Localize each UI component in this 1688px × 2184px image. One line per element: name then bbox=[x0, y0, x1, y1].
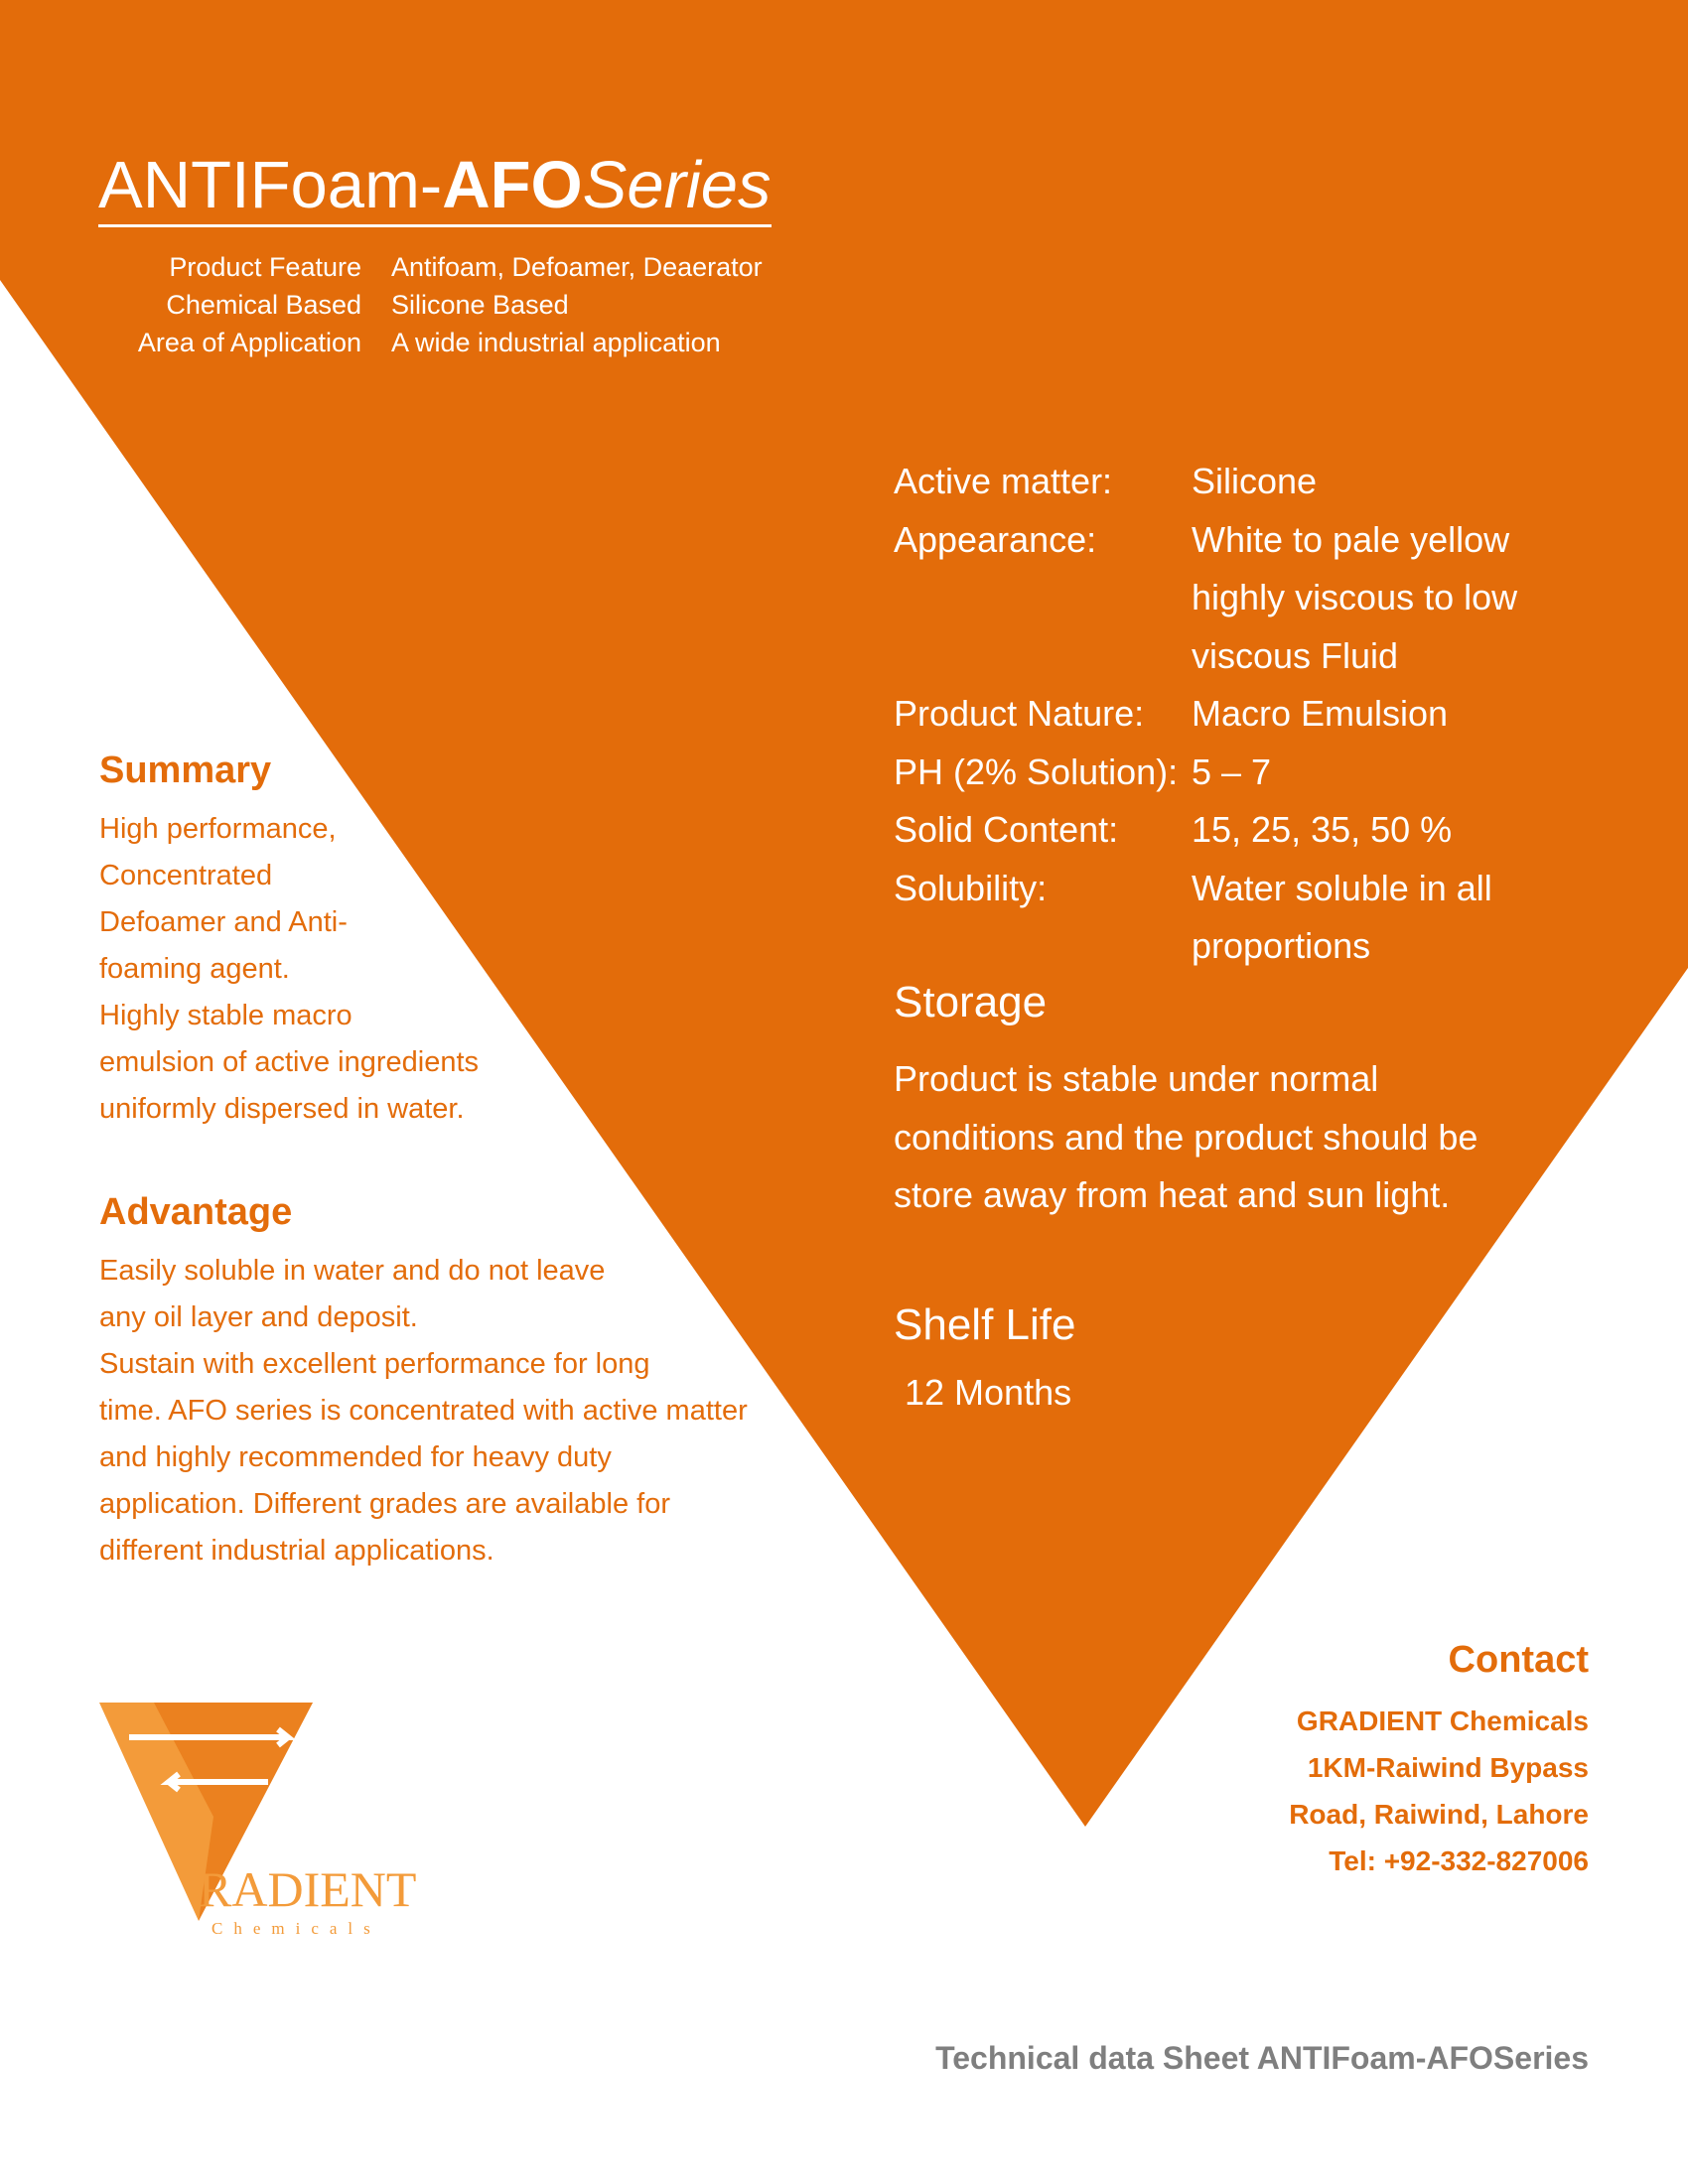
feature-row bbox=[99, 324, 763, 361]
shelf-life-heading: Shelf Life bbox=[894, 1300, 1076, 1349]
storage-body bbox=[894, 1050, 1589, 1225]
property-row bbox=[894, 511, 1517, 686]
summary-line: Defoamer and Anti- bbox=[99, 906, 348, 938]
feature-label: Product Feature bbox=[169, 252, 361, 282]
feature-row bbox=[99, 248, 763, 286]
feature-value: A wide industrial application bbox=[391, 328, 721, 357]
advantage-line: and highly recommended for heavy duty bbox=[99, 1441, 612, 1473]
storage-line: store away from heat and sun light. bbox=[894, 1174, 1451, 1215]
property-row bbox=[894, 744, 1517, 802]
advantage-line: any oil layer and deposit. bbox=[99, 1301, 418, 1333]
contact-phone: Tel: +92-332-827006 bbox=[1329, 1845, 1589, 1876]
feature-value: Silicone Based bbox=[391, 290, 569, 320]
advantage-line: application. Different grades are available for bbox=[99, 1488, 670, 1520]
property-row bbox=[894, 453, 1517, 511]
property-label: Active matter: bbox=[894, 461, 1113, 501]
property-label: Solubility: bbox=[894, 867, 1048, 908]
advantage-line: Sustain with excellent performance for long bbox=[99, 1348, 650, 1380]
property-label: Product Nature: bbox=[894, 693, 1145, 734]
property-table bbox=[894, 453, 1517, 976]
contact-address: Road, Raiwind, Lahore bbox=[1289, 1799, 1589, 1830]
contact-address: 1KM-Raiwind Bypass bbox=[1307, 1752, 1589, 1783]
summary-heading: Summary bbox=[99, 750, 272, 791]
property-value: 15, 25, 35, 50 % bbox=[1192, 809, 1453, 850]
advantage-heading: Advantage bbox=[99, 1191, 293, 1233]
title-bold: AFO bbox=[442, 148, 583, 222]
property-value: 5 – 7 bbox=[1192, 751, 1272, 792]
feature-label: Chemical Based bbox=[166, 290, 361, 320]
property-row bbox=[894, 801, 1517, 860]
summary-line: uniformly dispersed in water. bbox=[99, 1093, 465, 1125]
page-title bbox=[98, 149, 772, 227]
gradient-logo bbox=[94, 1698, 452, 1946]
advantage-line: Easily soluble in water and do not leave bbox=[99, 1255, 606, 1287]
feature-table bbox=[99, 248, 763, 361]
feature-value: Antifoam, Defoamer, Deaerator bbox=[391, 252, 763, 282]
summary-line: High performance, bbox=[99, 813, 337, 845]
title-plain: ANTIFoam- bbox=[98, 148, 443, 222]
summary-body bbox=[99, 806, 479, 1133]
property-value: White to pale yellow highly viscous to low viscous Fluid bbox=[1192, 518, 1518, 676]
summary-line: foaming agent. bbox=[99, 953, 290, 985]
contact-company: GRADIENT Chemicals bbox=[1296, 1706, 1589, 1736]
summary-line: Highly stable macro bbox=[99, 1000, 352, 1031]
footer-document-title: Technical data Sheet ANTIFoam-AFOSeries bbox=[935, 2040, 1589, 2076]
property-row bbox=[894, 860, 1517, 976]
shelf-life-value: 12 Months bbox=[905, 1372, 1072, 1413]
property-value: Water soluble in all proportions bbox=[1192, 867, 1492, 966]
summary-line: Concentrated bbox=[99, 860, 273, 891]
advantage-line: different industrial applications. bbox=[99, 1535, 494, 1567]
property-row bbox=[894, 685, 1517, 744]
advantage-body bbox=[99, 1248, 748, 1574]
feature-label: Area of Application bbox=[137, 328, 361, 357]
property-label: Appearance: bbox=[894, 518, 1097, 560]
logo-subtitle: Chemicals bbox=[211, 1919, 381, 1938]
summary-line: emulsion of active ingredients bbox=[99, 1046, 480, 1078]
property-value: Macro Emulsion bbox=[1192, 693, 1449, 734]
contact-details bbox=[1289, 1698, 1589, 1884]
property-value: Silicone bbox=[1192, 461, 1318, 501]
storage-line: Product is stable under normal bbox=[894, 1058, 1379, 1099]
logo-wordmark: RADIENT bbox=[199, 1861, 417, 1917]
storage-line: conditions and the product should be bbox=[894, 1116, 1478, 1158]
advantage-line: time. AFO series is concentrated with active matter bbox=[99, 1395, 748, 1427]
property-label: Solid Content: bbox=[894, 809, 1119, 850]
title-italic: Series bbox=[582, 148, 772, 222]
contact-heading: Contact bbox=[1448, 1639, 1589, 1681]
storage-heading: Storage bbox=[894, 978, 1048, 1026]
property-label: PH (2% Solution): bbox=[894, 751, 1179, 792]
feature-row bbox=[99, 286, 763, 324]
